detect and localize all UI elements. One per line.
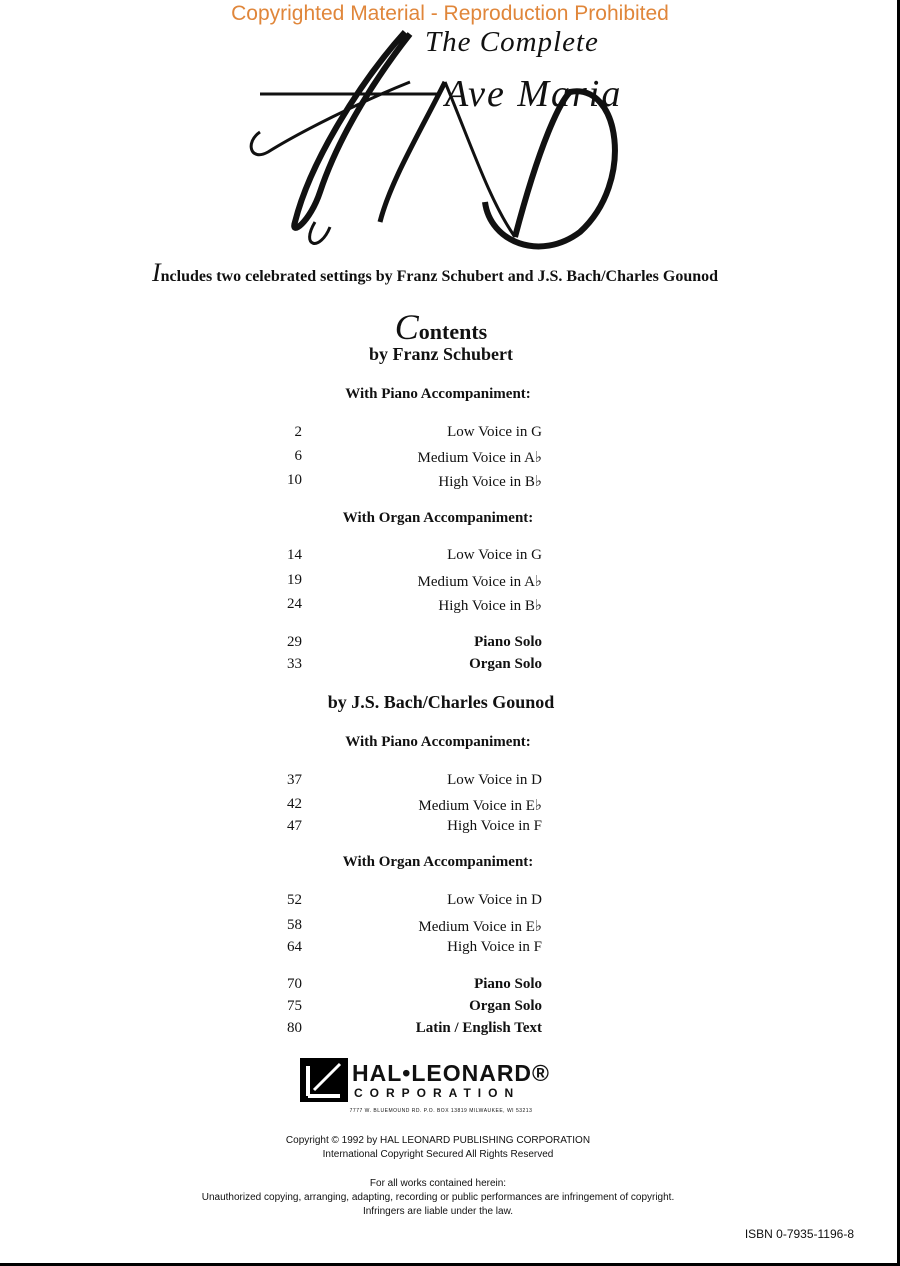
toc-title: Medium Voice in E♭ (418, 919, 542, 935)
copyright-line-1: Copyright © 1992 by HAL LEONARD PUBLISHING CORPORATION (285, 1135, 591, 1146)
toc-row[interactable] (0, 818, 900, 838)
toc-page: 80 (287, 1020, 302, 1036)
toc-row[interactable] (0, 656, 900, 676)
toc-row[interactable] (0, 596, 900, 616)
toc-title: Medium Voice in A♭ (417, 450, 542, 466)
copyright-watermark: Copyrighted Material - Reproduction Prohibited (231, 2, 669, 25)
toc-row[interactable] (0, 1020, 900, 1040)
toc-title: Piano Solo (474, 976, 542, 992)
toc-page: 64 (287, 939, 302, 955)
toc-title: Low Voice in D (447, 892, 542, 908)
section-schubert: by Franz Schubert (369, 344, 513, 364)
contents-heading (0, 306, 882, 348)
toc-title: High Voice in B♭ (438, 474, 542, 490)
notice-line-3: Infringers are liable under the law. (362, 1206, 514, 1217)
includes-initial: I (151, 258, 161, 287)
toc-page: 37 (287, 772, 302, 788)
notice-line-2: Unauthorized copying, arranging, adapting, recording or public performances are infringement of copyright. (201, 1192, 675, 1203)
hal-leonard-emblem-icon (300, 1058, 348, 1102)
toc-row[interactable] (0, 547, 900, 567)
toc-title: Piano Solo (474, 634, 542, 650)
toc-title: High Voice in B♭ (438, 598, 542, 614)
toc-row[interactable] (0, 772, 900, 792)
toc-title: Latin / English Text (415, 1020, 542, 1036)
toc-title: Organ Solo (469, 656, 542, 672)
isbn: ISBN 0-7935-1196-8 (744, 1227, 854, 1241)
toc-page: 19 (287, 572, 302, 588)
publisher-name: HAL•LEONARD® (352, 1060, 550, 1086)
toc-page: 10 (287, 472, 302, 488)
hal-leonard-logo (300, 1058, 582, 1120)
toc-page: 6 (294, 448, 302, 464)
includes-text: ncludes two celebrated settings by Franz Schubert and J.S. Bach/Charles Gounod (160, 268, 719, 285)
toc-page: 14 (287, 547, 302, 563)
toc-title: Organ Solo (469, 998, 542, 1014)
section-bach-gounod: by J.S. Bach/Charles Gounod (327, 692, 555, 712)
contents-initial: C (394, 307, 419, 347)
toc-page: 33 (287, 656, 302, 672)
copyright-line-2: International Copyright Secured All Rights Reserved (322, 1149, 554, 1160)
publisher-corp: CORPORATION (354, 1086, 521, 1100)
toc-page: 75 (287, 998, 302, 1014)
toc-row[interactable] (0, 448, 900, 468)
contents-text: ontents (418, 319, 488, 344)
toc-row[interactable] (0, 634, 900, 654)
toc-page: 24 (287, 596, 302, 612)
subhead-bach-piano: With Piano Accompaniment: (345, 734, 531, 750)
toc-page: 70 (287, 976, 302, 992)
subhead-bach-organ: With Organ Accompaniment: (342, 854, 534, 870)
publisher-address: 7777 W. BLUEMOUND RD. P.O. BOX 13819 MILWAUKEE, WI 53213 (349, 1108, 533, 1114)
toc-title: Medium Voice in A♭ (417, 574, 542, 590)
toc-title: Low Voice in D (447, 772, 542, 788)
toc-title: High Voice in F (447, 818, 542, 834)
toc-title: Low Voice in G (447, 424, 542, 440)
toc-page: 58 (287, 917, 302, 933)
includes-line (0, 258, 870, 288)
toc-row[interactable] (0, 998, 900, 1018)
toc-title: Low Voice in G (447, 547, 542, 563)
toc-page: 2 (294, 424, 302, 440)
toc-title: Medium Voice in E♭ (418, 798, 542, 814)
subhead-schubert-piano: With Piano Accompaniment: (345, 386, 531, 402)
toc-row[interactable] (0, 424, 900, 444)
toc-row[interactable] (0, 472, 900, 492)
toc-row[interactable] (0, 572, 900, 592)
toc-title: High Voice in F (447, 939, 542, 955)
toc-row[interactable] (0, 892, 900, 912)
toc-page: 52 (287, 892, 302, 908)
subhead-schubert-organ: With Organ Accompaniment: (342, 510, 534, 526)
toc-row[interactable] (0, 796, 900, 816)
title-ave-maria: Ave Maria (445, 73, 623, 115)
toc-row[interactable] (0, 976, 900, 996)
notice-line-1: For all works contained herein: (369, 1178, 507, 1189)
toc-page: 47 (287, 818, 302, 834)
toc-page: 42 (287, 796, 302, 812)
toc-row[interactable] (0, 939, 900, 959)
title-the-complete: The Complete (425, 26, 599, 58)
toc-page: 29 (287, 634, 302, 650)
toc-row[interactable] (0, 917, 900, 937)
